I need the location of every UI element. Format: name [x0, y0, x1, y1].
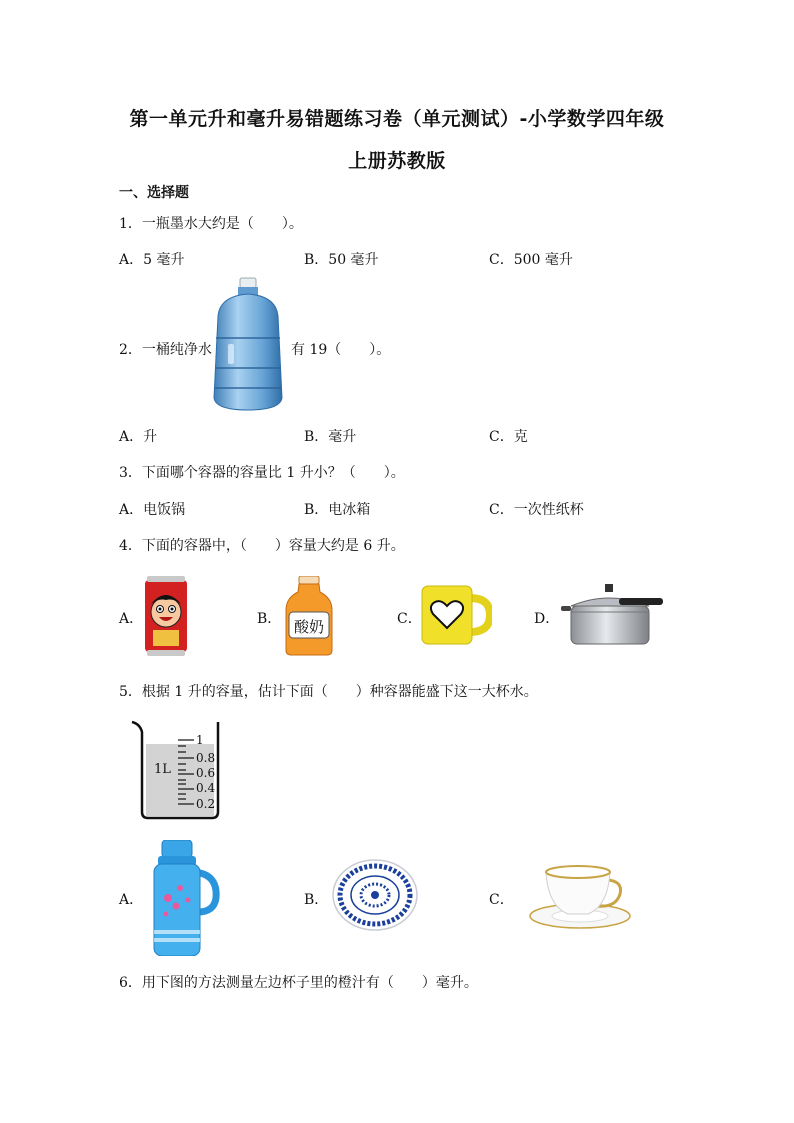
q5-option-b: B．: [304, 892, 329, 908]
q4-option-b: B．: [257, 611, 282, 627]
section-heading: 一、选择题: [119, 185, 189, 201]
q4-option-d: D．: [534, 611, 560, 627]
q3-option-a: A．电饭锅: [119, 502, 186, 518]
question-3: 3．下面哪个容器的容量比 1 升小？（ ）。: [119, 465, 405, 481]
beaker-tick-1: 1: [196, 733, 204, 747]
q1-option-b: B．50 毫升: [304, 252, 379, 268]
q4-option-c: C．: [397, 611, 422, 627]
q1-option-c: C．500 毫升: [489, 252, 573, 268]
yogurt-label: 酸奶: [293, 618, 324, 636]
beaker-tick-0-4: 0.4: [196, 781, 216, 795]
heart-mug-image: [420, 584, 492, 646]
question-1: 1．一瓶墨水大约是（ ）。: [119, 216, 303, 232]
question-5: 5．根据 1 升的容量，估计下面（ ）种容器能盛下这一大杯水。: [119, 684, 538, 700]
beaker-tick-0-6: 0.6: [196, 766, 216, 780]
soda-can-image: [143, 576, 189, 656]
q3-option-b: B．电冰箱: [304, 502, 371, 518]
question-4: 4．下面的容器中，（ ）容量大约是 6 升。: [119, 538, 405, 554]
page-title-line1: 第一单元升和毫升易错题练习卷（单元测试）-小学数学四年级: [129, 108, 665, 130]
q3-option-c: C．一次性纸杯: [489, 502, 584, 518]
q5-option-a: A．: [119, 892, 144, 908]
beaker-tick-0-2: 0.2: [196, 797, 216, 811]
q2-option-b: B．毫升: [304, 429, 357, 445]
beaker-tick-0-8: 0.8: [196, 751, 216, 765]
pressure-cooker-image: [561, 584, 665, 648]
teacup-image: [528, 862, 632, 932]
question-2-part2: 有 19（ ）。: [291, 342, 391, 358]
question-2-part1: 2．一桶纯净水: [119, 342, 212, 358]
water-jug-image: [210, 276, 286, 412]
page-title-line2: 上册苏教版: [348, 150, 446, 172]
porcelain-plate-image: [330, 857, 420, 933]
thermos-image: [146, 840, 222, 956]
q1-option-a: A．5 毫升: [119, 252, 185, 268]
q4-option-a: A．: [119, 611, 144, 627]
q2-option-c: C．克: [489, 429, 528, 445]
question-6: 6．用下图的方法测量左边杯子里的橙汁有（ ）毫升。: [119, 975, 478, 991]
q2-option-a: A．升: [119, 429, 158, 445]
q5-option-c: C．: [489, 892, 514, 908]
beaker-volume-label: 1L: [154, 762, 171, 777]
